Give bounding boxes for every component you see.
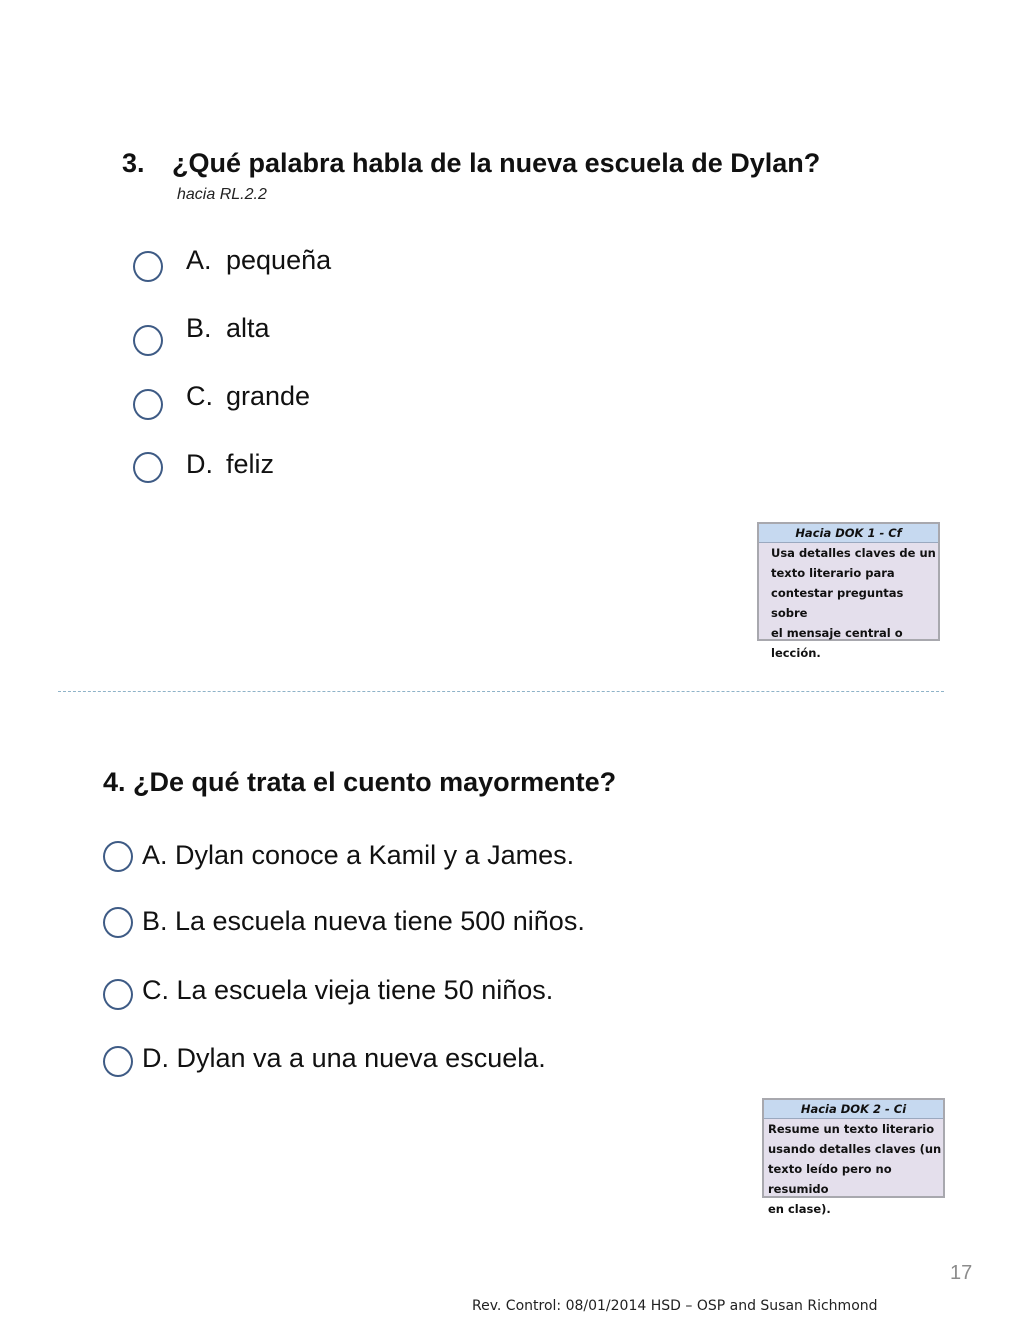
question-3-text: ¿Qué palabra habla de la nueva escuela de Dylan? <box>172 148 821 178</box>
question-3-standard: hacia RL.2.2 <box>177 186 267 203</box>
radio-q4-d[interactable] <box>103 1046 133 1077</box>
dok-box-line: el mensaje central o <box>771 626 903 640</box>
dok-box-line: usando detalles claves (un <box>768 1142 942 1156</box>
dok-standard-box-2 <box>762 1098 945 1216</box>
option-q4-a[interactable]: A. Dylan conoce a Kamil y a James. <box>142 840 575 870</box>
option-q3-a[interactable] <box>186 245 331 276</box>
option-text: feliz <box>226 449 275 479</box>
radio-q3-c[interactable] <box>133 389 163 420</box>
radio-q4-a[interactable] <box>103 841 133 872</box>
radio-q3-a[interactable] <box>133 251 163 282</box>
option-text: pequeña <box>226 245 332 275</box>
dok-box-line: Usa detalles claves de un <box>771 546 936 560</box>
option-q4-b[interactable]: B. La escuela nueva tiene 500 niños. <box>142 906 585 936</box>
option-q3-d[interactable] <box>186 449 274 480</box>
question-3-number: 3. <box>122 148 145 178</box>
dok-box-line: texto leído pero no resumido <box>768 1162 892 1196</box>
dok-box-line: texto literario para <box>771 566 895 580</box>
dok-box-line: en clase). <box>768 1202 831 1216</box>
option-text: grande <box>226 381 311 411</box>
dok-box-line: lección. <box>771 646 821 660</box>
option-q3-b[interactable] <box>186 313 270 344</box>
dok-box-description <box>764 1119 943 1219</box>
option-letter: D. <box>186 449 213 479</box>
radio-q4-b[interactable] <box>103 907 133 938</box>
dok-box-line: Resume un texto literario <box>768 1122 935 1136</box>
question-3-title <box>122 148 820 179</box>
dok-standard-box-1 <box>757 522 940 660</box>
dok-box-line: contestar preguntas sobre <box>771 586 904 620</box>
dok-box-header: Hacia DOK 2 - Ci <box>764 1100 943 1119</box>
section-divider <box>58 691 944 692</box>
radio-q3-d[interactable] <box>133 452 163 483</box>
option-q4-c[interactable]: C. La escuela vieja tiene 50 niños. <box>142 975 554 1005</box>
page-number: 17 <box>950 1262 973 1284</box>
option-q4-d[interactable]: D. Dylan va a una nueva escuela. <box>142 1043 546 1073</box>
option-letter: B. <box>186 313 212 343</box>
radio-q4-c[interactable] <box>103 979 133 1010</box>
option-text: alta <box>226 313 270 343</box>
footer-revision: Rev. Control: 08/01/2014 HSD – OSP and Susan Richmond <box>472 1298 878 1314</box>
dok-box-description <box>759 543 938 663</box>
question-4-title: 4. ¿De qué trata el cuento mayormente? <box>103 767 617 797</box>
option-letter: C. <box>186 381 213 411</box>
option-letter: A. <box>186 245 212 275</box>
dok-box-header: Hacia DOK 1 - Cf <box>759 524 938 543</box>
option-q3-c[interactable] <box>186 381 310 412</box>
radio-q3-b[interactable] <box>133 325 163 356</box>
